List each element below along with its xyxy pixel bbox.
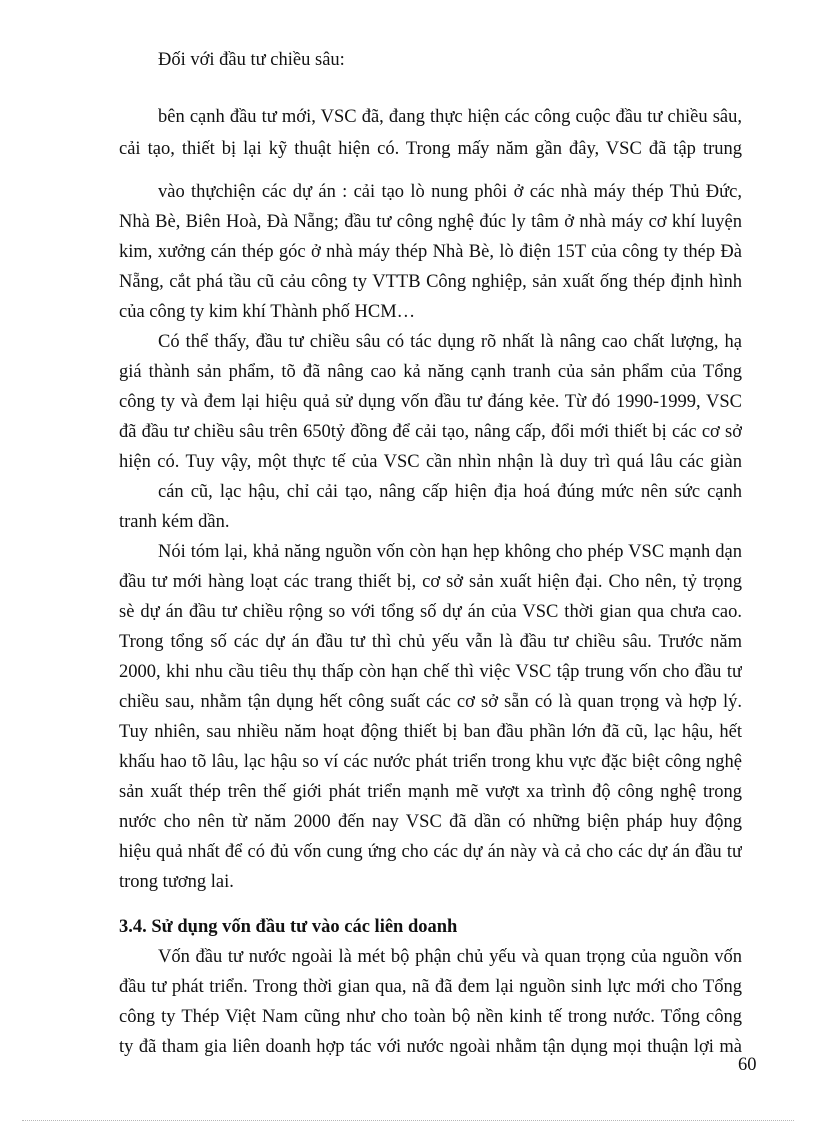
- text-line: Có thể thấy, đầu tư chiều sâu có tác dụng rõ nhất là nâng cao chất lượng, hạ: [158, 332, 742, 352]
- text-line: Nẵng, cắt phá tầu cũ cảu công ty VTTB Công nghiệp, sản xuất ống thép định hình: [119, 272, 742, 292]
- text-line: đầu tư phát triển. Trong thời gian qua, nã đã đem lại nguồn sinh lực mới cho Tổng: [119, 977, 742, 997]
- text-line: công ty và đem lại hiệu quả sử dụng vốn đầu tư đáng kẻe. Từ đó 1990-1999, VSC: [119, 392, 742, 412]
- text-line: trong tương lai.: [119, 872, 234, 892]
- text-line: vào thựchiện các dự án : cải tạo lò nung phôi ở các nhà máy thép Thủ Đức,: [158, 182, 742, 202]
- text-line: của công ty kim khí Thành phố HCM…: [119, 302, 416, 322]
- text-line: Trong tổng số các dự án đầu tư thì chủ yếu vẫn là đầu tư chiều sâu. Trước năm: [119, 632, 742, 652]
- page-number: 60: [738, 1055, 757, 1075]
- text-line: Tuy nhiên, sau nhiều năm hoạt động thiết bị ban đầu phần lớn đã cũ, lạc hậu, hết: [119, 722, 742, 742]
- footer-divider: [22, 1120, 794, 1121]
- text-line: hiệu quả nhất để có đủ vốn cung ứng cho các dự án này và cả cho các dự án đầu tư: [119, 842, 742, 862]
- text-line: ty đã tham gia liên doanh hợp tác với nước ngoài nhằm tận dụng mọi thuận lợi mà: [119, 1037, 742, 1057]
- text-line: đã đầu tư chiều sâu trên 650tỷ đồng để cải tạo, nâng cấp, đổi mới thiết bị các cơ sở: [119, 422, 742, 442]
- text-line: cải tạo, thiết bị lại kỹ thuật hiện có. Trong mấy năm gần đây, VSC đã tập trung: [119, 139, 742, 159]
- text-line: Vốn đầu tư nước ngoài là mét bộ phận chủ yếu và quan trọng của nguồn vốn: [158, 947, 742, 967]
- text-line: kim, xưởng cán thép góc ở nhà máy thép Nhà Bè, lò điện 15T của công ty thép Đà: [119, 242, 742, 262]
- section-heading: 3.4. Sử dụng vốn đầu tư vào các liên doanh: [119, 917, 458, 937]
- text-line: nước cho nên từ năm 2000 đến nay VSC đã dần có những biện pháp huy động: [119, 812, 742, 832]
- text-line: khấu hao tõ lâu, lạc hậu so ví các nước phát triển trong khu vực đặc biệt công nghệ: [119, 752, 742, 772]
- text-line: công ty Thép Việt Nam cũng như cho toàn bộ nền kinh tế trong nước. Tổng công: [119, 1007, 742, 1027]
- text-line: chiều sau, nhằm tận dụng hết công suất các cơ sở sẵn có là quan trọng và hợp lý.: [119, 692, 742, 712]
- text-line: cán cũ, lạc hậu, chỉ cải tạo, nâng cấp hiện địa hoá đúng mức nên sức cạnh: [158, 482, 742, 502]
- text-line: tranh kém dần.: [119, 512, 230, 532]
- text-line: đầu tư mới hàng loạt các trang thiết bị, cơ sở sản xuất hiện đại. Cho nên, tỷ trọng: [119, 572, 742, 592]
- text-line: sản xuất thép trên thế giới phát triển mạnh mẽ vượt xa trình độ công nghệ trong: [119, 782, 742, 802]
- text-line: giá thành sản phẩm, tõ đã nâng cao kả năng cạnh tranh của sản phẩm của Tổng: [119, 362, 742, 382]
- text-line: 2000, khi nhu cầu tiêu thụ thấp còn hạn chế thì việc VSC tập trung vốn cho đầu tư: [119, 662, 742, 682]
- text-line: bên cạnh đầu tư mới, VSC đã, đang thực hiện các công cuộc đầu tư chiều sâu,: [158, 107, 742, 127]
- text-line: Đối với đầu tư chiều sâu:: [158, 50, 345, 70]
- text-line: Nói tóm lại, khả năng nguồn vốn còn hạn hẹp không cho phép VSC mạnh dạn: [158, 542, 742, 562]
- text-line: Nhà Bè, Biên Hoà, Đà Nẵng; đầu tư công nghệ đúc ly tâm ở nhà máy cơ khí luyện: [119, 212, 742, 232]
- text-line: sè dự án đầu tư chiều rộng so với tổng số dự án của VSC thời gian qua chưa cao.: [119, 602, 742, 622]
- text-line: hiện có. Tuy vậy, một thực tế của VSC cần nhìn nhận là duy trì quá lâu các giàn: [119, 452, 742, 472]
